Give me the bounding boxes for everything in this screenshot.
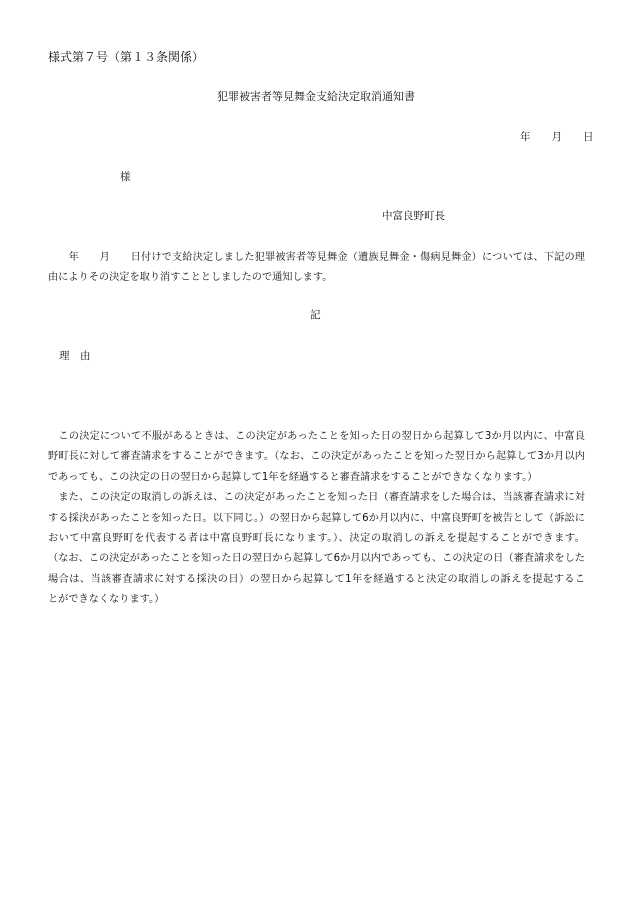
notice-line: 野町長に対して審査請求をすることができます。（なお、この決定があったことを知った翌日から起算して3か月以内 (48, 451, 585, 463)
notice-line: おいて中富良野町を代表する者は中富良野町長になります。）、決定の取消しの訴えを提起することができます。 (48, 533, 585, 545)
body-line: 年 月 日付けで支給決定しました犯罪被害者等見舞金（遺族見舞金・傷病見舞金）については、下記の理 (48, 252, 585, 263)
notice-line: とができなくなります。） (48, 594, 165, 606)
form-number: 様式第７号（第１３条関係） (48, 50, 205, 64)
reason-label: 理 由 (59, 350, 91, 362)
body-line: 由によりその決定を取り消すこととしましたので通知します。 (48, 272, 333, 284)
notice-line: 場合は、当該審査請求に対する採決の日）の翌日から起算して1年を経過すると決定の取消しの訴えを提起するこ (48, 573, 585, 585)
date-field: 年 月 日 (520, 131, 594, 143)
notice-line: また、この決定の取消しの訴えは、この決定があったことを知った日（審査請求をした場合は、当該審査請求に対 (48, 492, 585, 504)
notification-body (48, 248, 585, 289)
addressee-suffix: 様 (120, 171, 131, 183)
notice-line: であっても、この決定の日の翌日から起算して1年を経過すると審査請求をすることができなくなります。） (48, 471, 538, 483)
appeal-notice (48, 427, 585, 611)
notice-line: （なお、この決定があったことを知った日の翌日から起算して6か月以内であっても、この決定の日（審査請求をした (48, 553, 585, 565)
ki-heading: 記 (310, 309, 321, 321)
notice-line: この決定について不服があるときは、この決定があったことを知った日の翌日から起算して3か月以内に、中富良 (48, 431, 585, 442)
sender-name: 中富良野町長 (382, 210, 445, 222)
notice-line: する採決があったことを知った日。以下同じ。）の翌日から起算して6か月以内に、中富良野町を被告として（訴訟に (48, 512, 585, 524)
document-title: 犯罪被害者等見舞金支給決定取消通知書 (217, 90, 415, 103)
